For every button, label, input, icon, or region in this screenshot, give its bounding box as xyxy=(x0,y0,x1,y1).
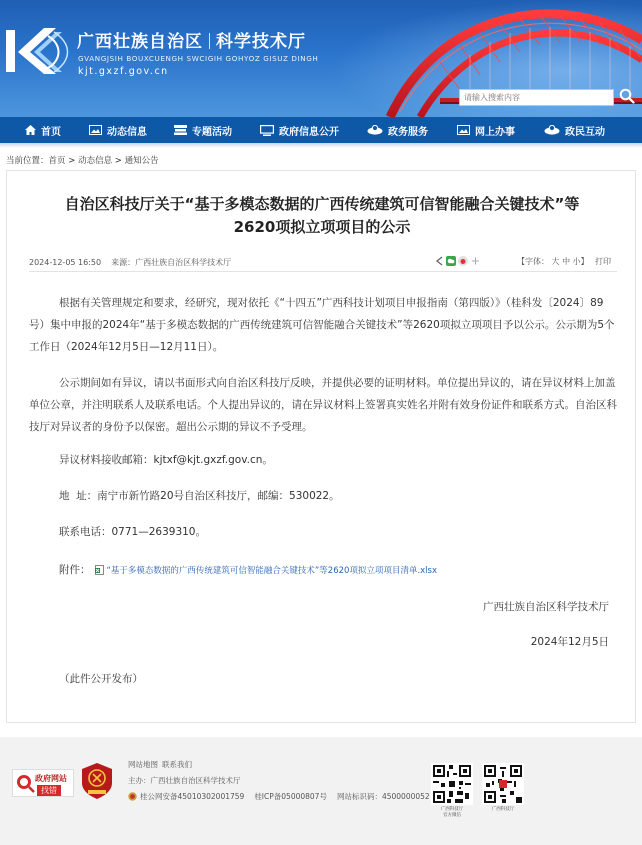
nav-item-label: 动态信息 xyxy=(107,126,147,138)
site-title xyxy=(77,27,306,52)
article-title xyxy=(27,193,617,239)
main-nav xyxy=(0,117,642,143)
site-title-pinyin: GVANGJSIH BOUXCUENGH SWCIGIH GOHYOZ GISUZ DINGH xyxy=(78,54,319,63)
sitemap-link[interactable]: 网站地图 xyxy=(128,760,158,769)
more-share-icon[interactable] xyxy=(471,256,480,266)
home-icon xyxy=(25,125,36,135)
search-input[interactable] xyxy=(459,89,614,106)
breadcrumb-home[interactable]: 首页 xyxy=(48,156,66,166)
footer-registration xyxy=(128,791,440,802)
wechat-qr-code xyxy=(431,763,473,805)
publish-date: 2024-12-05 16:50 xyxy=(29,258,102,267)
wechat-icon[interactable] xyxy=(446,256,456,266)
gov-badge-action: 找错 xyxy=(37,785,61,796)
site-domain: kjt.gxzf.gov.cn xyxy=(78,66,169,77)
font-size-close: 】 xyxy=(580,257,589,266)
attachment-label: 附件： xyxy=(59,564,91,576)
breadcrumb-news[interactable]: 动态信息 xyxy=(78,156,113,166)
service-icon xyxy=(367,125,383,135)
monitor-icon xyxy=(260,125,274,136)
title-divider xyxy=(209,33,210,49)
font-size-large[interactable]: 大 xyxy=(551,257,560,266)
magnifier-logo-icon xyxy=(15,773,35,793)
article-source: 来源：广西壮族自治区科学技术厅 xyxy=(111,258,232,267)
article-panel xyxy=(6,170,636,723)
meta-divider xyxy=(29,271,617,272)
site-title-region: 广西壮族自治区 xyxy=(77,32,203,52)
nav-item-topics[interactable] xyxy=(174,117,232,143)
article-paragraph: 公示期间如有异议，请以书面形式向自治区科技厅反映，并提供必要的证明材料。单位提出异议的，请在异议材料上加盖单位公章，并注明联系人及联系电话。个人提出异议的，请在异议材料上签署真实姓名并附有效身份证件和联系方式。自治区科技厅对异议者的身份予以保密。超出公示期的异议不予受理。 xyxy=(29,377,617,433)
site-footer xyxy=(0,737,642,845)
excel-file-icon xyxy=(95,565,104,575)
site-header xyxy=(0,0,642,117)
app-qr-code xyxy=(482,763,524,805)
image-icon xyxy=(89,125,102,135)
nav-item-online-affairs[interactable] xyxy=(457,117,515,143)
article-meta xyxy=(29,257,231,268)
nav-item-label: 政务服务 xyxy=(388,126,428,138)
nav-item-gov-service[interactable] xyxy=(367,117,428,143)
attachment-row xyxy=(59,562,437,577)
footer-host: 主办：广西壮族自治区科学技术厅 xyxy=(128,776,241,785)
attachment-link[interactable]: “基于多模态数据的广西传统建筑可信智能融合关键技术”等2620项拟立项项目清单.xlsx xyxy=(106,565,437,576)
print-button[interactable]: 打印 xyxy=(595,257,611,266)
signature-org: 广西壮族自治区科学技术厅 xyxy=(483,601,609,613)
nav-item-home[interactable] xyxy=(25,117,61,143)
share-icon[interactable] xyxy=(435,256,444,266)
nav-item-label: 政府信息公开 xyxy=(279,126,339,138)
site-code: 网站标识码：4500000052 xyxy=(336,792,430,801)
nav-item-info-disclosure[interactable] xyxy=(260,117,339,143)
breadcrumb xyxy=(6,154,159,166)
email-line: 异议材料接收邮箱：kjtxf@kjt.gxzf.gov.cn。 xyxy=(59,454,273,466)
phone-line: 联系电话：0771—2639310。 xyxy=(59,526,206,538)
stack-icon xyxy=(174,125,187,135)
breadcrumb-prefix: 当前位置： xyxy=(6,156,49,166)
nav-shadow xyxy=(0,143,642,148)
weibo-icon[interactable] xyxy=(458,256,468,266)
breadcrumb-separator: > xyxy=(112,156,125,166)
font-size-control xyxy=(517,256,589,267)
font-size-label: 【字体： xyxy=(517,257,549,266)
icp-record[interactable]: 桂ICP备05000807号 xyxy=(254,792,327,801)
share-bar xyxy=(435,256,480,266)
article-title-line: 自治区科技厅关于“基于多模态数据的广西传统建筑可信智能融合关键技术”等 xyxy=(64,195,580,213)
signature-date: 2024年12月5日 xyxy=(530,636,609,648)
contact-link[interactable]: 联系我们 xyxy=(162,760,192,769)
nav-item-label: 专题活动 xyxy=(192,126,232,138)
police-emblem-icon xyxy=(128,792,137,801)
site-title-dept: 科学技术厅 xyxy=(216,32,306,52)
publish-note: （此件公开发布） xyxy=(59,673,143,685)
service-icon xyxy=(544,125,560,135)
article-paragraph: 根据有关管理规定和要求，经研究，现对依托《“十四五”广西科技计划项目申报指南（第四版）》（桂科发〔2024〕89号）集中申报的2024年“基于多模态数据的广西传统建筑可信智能融合关键技术”等2620项拟立项项目予以公示。公示期为5个工作日（2024年12月5日—12月11日）。 xyxy=(29,297,615,353)
party-org-badge[interactable] xyxy=(82,763,112,799)
font-size-medium[interactable]: 中 xyxy=(562,257,571,266)
footer-links xyxy=(128,759,196,770)
nav-item-label: 网上办事 xyxy=(475,126,515,138)
gov-site-error-badge[interactable] xyxy=(12,769,74,797)
qr-caption-app: 广西科技厅 xyxy=(491,807,515,812)
police-record[interactable]: 桂公网安备45010302001759 xyxy=(140,792,245,801)
search-icon xyxy=(619,88,635,104)
article-tools xyxy=(435,256,615,268)
nav-item-news[interactable] xyxy=(89,117,147,143)
nav-item-label: 首页 xyxy=(41,126,61,138)
site-logo[interactable] xyxy=(4,26,72,78)
qr-caption-wechat: 广西科技厅 官方微信 xyxy=(440,807,464,818)
gov-badge-title: 政府网站 xyxy=(35,774,67,783)
address-line: 地 址：南宁市新竹路20号自治区科技厅，邮编：530022。 xyxy=(59,490,340,502)
image-icon xyxy=(457,125,470,135)
nav-item-label: 政民互动 xyxy=(565,126,605,138)
search-button[interactable] xyxy=(617,86,637,108)
nav-item-interaction[interactable] xyxy=(544,117,605,143)
font-size-small[interactable]: 小 xyxy=(572,257,581,266)
breadcrumb-separator: > xyxy=(65,156,79,166)
article-title-line: 2620项拟立项项目的公示 xyxy=(233,218,411,236)
breadcrumb-notices[interactable]: 通知公告 xyxy=(124,156,159,166)
